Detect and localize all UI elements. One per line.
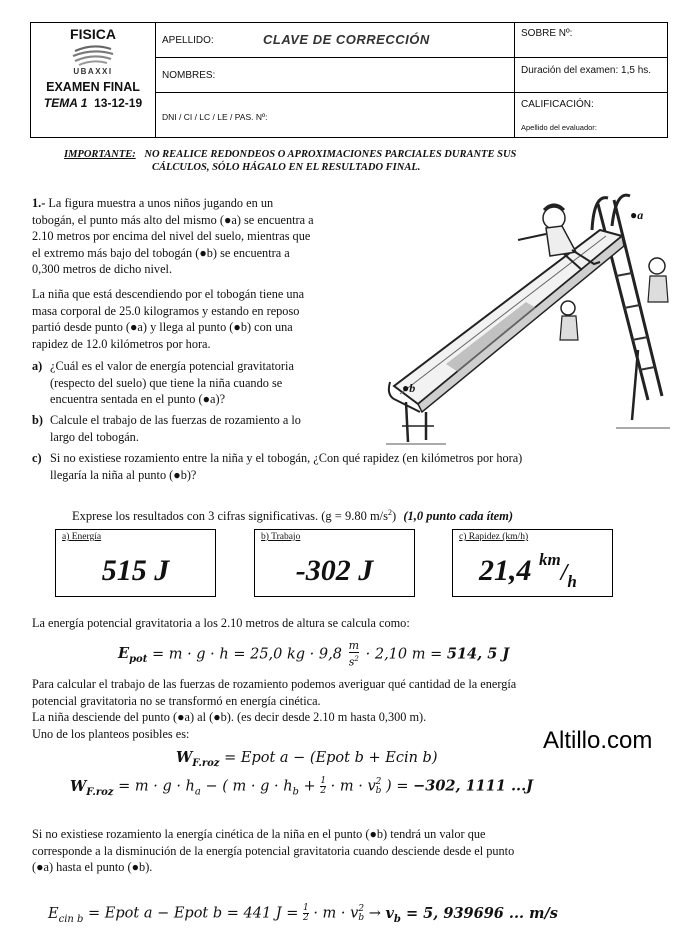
exam-date: 13-12-19	[94, 96, 143, 110]
equation-4: $E_{cin b}$ = Epot a − Epot b = 441 J = $\frac{1}{2}$ · m · v 2 b → $v_b = 5$, 939696 ... m/s	[48, 903, 558, 925]
instructions-close: )	[392, 509, 397, 524]
apellido-label: APELLIDO:	[162, 35, 214, 46]
important-line-2: CÁLCULOS, SÓLO HÁGALO EN EL RESULTADO FINAL.	[152, 162, 421, 173]
answer-c-value-group: 21,4 $^{km}/_h$	[479, 550, 577, 591]
duracion-label: Duración del examen: 1,5 hs.	[521, 65, 652, 76]
answer-c-value: 21,4	[479, 554, 532, 587]
answer-c-unit-den: h	[567, 572, 577, 591]
dni-label: DNI / CI / LC / LE / PAS. Nº:	[162, 112, 268, 122]
intro-line-0: 1.- La figura muestra a unos niños jugando en un	[32, 196, 274, 210]
eq4-result: $v_b = 5$, 939696 ... m/s	[385, 904, 558, 925]
eq1-fraction: $\frac{m}{s^2}$	[348, 639, 360, 669]
para3-line-2: (●a) hasta el punto (●b).	[32, 860, 153, 875]
instructions-main: Exprese los resultados con 3 cifras significativas. (g = 9.80 m/s	[72, 509, 389, 524]
figure-point-a: ●a	[630, 208, 644, 222]
item-c	[32, 450, 672, 483]
intro-line-2: 2.10 metros por encima del nivel del suelo, mientras que	[32, 229, 311, 244]
intro-line-1: tobogán, el punto más alto del mismo (●a) se encuentra a	[32, 212, 314, 227]
item-b	[32, 412, 374, 445]
item-a	[32, 358, 374, 408]
slide-illustration-icon	[386, 190, 670, 452]
eq2-rhs: = Epot a − (Epot b + Ecin b)	[224, 750, 438, 766]
calificacion-label: CALIFICACIÓN:	[521, 99, 594, 110]
instructions-exp: 2	[388, 508, 393, 517]
para3-line-0: Si no existiese rozamiento la energía cinética de la niña en el punto (●b) tendrá un valor que	[32, 827, 486, 841]
equation-2	[176, 749, 437, 769]
tema-line	[31, 96, 155, 110]
ubaxxi-logo	[71, 43, 115, 69]
para-line-2: La niña desciende del punto (●a) al (●b). (es decir desde 2.10 m hasta 0,300 m).	[32, 710, 427, 725]
item-a-label: a)	[32, 359, 43, 373]
answer-box-b[interactable]	[254, 529, 415, 597]
exam-type: EXAMEN FINAL	[46, 80, 140, 94]
para2-line-3: rapidez de 12.0 kilómetros por hora.	[32, 336, 211, 351]
eq3-lhs: $W_{F.roz}$	[70, 777, 114, 798]
tema-label: TEMA 1	[43, 96, 88, 110]
answer-box-c[interactable]	[452, 529, 613, 597]
eq4-lhs: $E_{cin b}$	[48, 905, 84, 925]
problem-intro	[32, 195, 374, 278]
item-c-line-1: llegaría la niña al punto (●b)?	[50, 467, 197, 482]
eq3-half: $\frac{1}{2}$	[320, 776, 327, 796]
important-label: IMPORTANTE:	[64, 149, 136, 160]
para3-line-1: corresponde a la disminución de la energía potencial gravitatoria cuando desciende desde el punto	[32, 843, 515, 858]
answer-a-label: a) Energía	[62, 532, 102, 542]
eq2-lhs: $W_{F.roz}$	[176, 749, 220, 769]
para-line-1: potencial gravitatoria no se transformó en energía cinética.	[32, 693, 321, 708]
apellido-row	[162, 35, 214, 46]
sobre-label: SOBRE Nº:	[521, 28, 573, 39]
item-b-label: b)	[32, 413, 43, 427]
eq3-result: −302, 1111 ...J	[413, 777, 534, 795]
nombres-label: NOMBRES:	[162, 70, 216, 81]
solution-paragraph-3	[32, 826, 672, 876]
item-a-line-0: ¿Cuál es el valor de energía potencial gravitatoria	[50, 359, 294, 373]
exam-identity-cell	[31, 23, 155, 136]
item-c-label: c)	[32, 451, 42, 465]
eq4-half: $\frac{1}{2}$	[302, 903, 309, 923]
answer-c-label: c) Rapidez (km/h)	[459, 532, 529, 542]
subject-title: FISICA	[70, 26, 116, 42]
para2-line-0: La niña que está descendiendo por el tobogán tiene una	[32, 287, 305, 301]
para-line-0: Para calcular el trabajo de las fuerzas de rozamiento podemos averiguar qué cantidad de la energía	[32, 677, 517, 691]
item-b-line-1: largo del tobogán.	[50, 429, 139, 444]
item-c-line-0: Si no existiese rozamiento entre la niña y el tobogán, ¿Con qué rapidez (en kilómetros por hora)	[50, 451, 523, 465]
evaluador-label: Apellido del evaluador:	[521, 123, 597, 132]
answer-box-a[interactable]	[55, 529, 216, 597]
instructions-points: (1,0 punto cada ítem)	[403, 509, 514, 524]
item-a-line-1: (respecto del suelo) que tiene la niña cuando se	[50, 375, 283, 390]
exam-header-table	[30, 22, 668, 138]
eq1-tail: · 2,10 m =	[365, 646, 443, 663]
equation-3: $W_{F.roz} = m \cdot g \cdot h_a$ − ( $m \cdot g \cdot h_b$ + $\frac{1}{2}$ · m · v 2 b ) = −302, 1111 ...J	[70, 776, 534, 798]
equation-1	[118, 640, 509, 669]
eq1-lhs: $E_{pot}$	[118, 645, 148, 666]
solution-line-1: La energía potencial gravitatoria a los 2.10 metros de altura se calcula como:	[32, 616, 410, 630]
answer-b-label: b) Trabajo	[261, 532, 301, 542]
para2-line-1: masa corporal de 25.0 kilogramos y estando en reposo	[32, 303, 300, 318]
intro-line-4: 0,300 metros de dicho nivel.	[32, 262, 173, 277]
logo-text: UBAXXI	[73, 67, 113, 76]
problem-para2	[32, 286, 374, 352]
intro-line-3: el extremo más bajo del tobogán (●b) se encuentra a	[32, 245, 290, 260]
para-line-3: Uno de los planteos posibles es:	[32, 726, 190, 741]
watermark: Altillo.com	[543, 727, 653, 754]
answer-a-value: 515 J	[101, 554, 170, 587]
para2-line-2: partió desde punto (●a) y llega al punto (●b) con una	[32, 320, 293, 335]
slide-figure	[386, 190, 670, 452]
important-line-1: NO REALICE REDONDEOS O APROXIMACIONES PARCIALES DURANTE SUS	[144, 149, 517, 160]
ubaxxi-logo-icon	[71, 43, 115, 69]
item-a-line-2: encuentra sentada en el punto (●a)?	[50, 392, 226, 407]
apellido-value[interactable]: CLAVE DE CORRECCIÓN	[263, 32, 430, 47]
instructions	[72, 508, 513, 524]
eq1-result: 514, 5 J	[446, 645, 510, 663]
item-b-line-0: Calcule el trabajo de las fuerzas de rozamiento a lo	[50, 413, 301, 427]
important-note	[64, 148, 516, 174]
eq1-mid: = m · g · h = 25,0 kg · 9,8	[151, 646, 342, 663]
answer-b-value: -302 J	[295, 554, 374, 587]
figure-point-b: ●b	[402, 381, 416, 395]
answer-c-unit-num: km	[539, 550, 561, 569]
